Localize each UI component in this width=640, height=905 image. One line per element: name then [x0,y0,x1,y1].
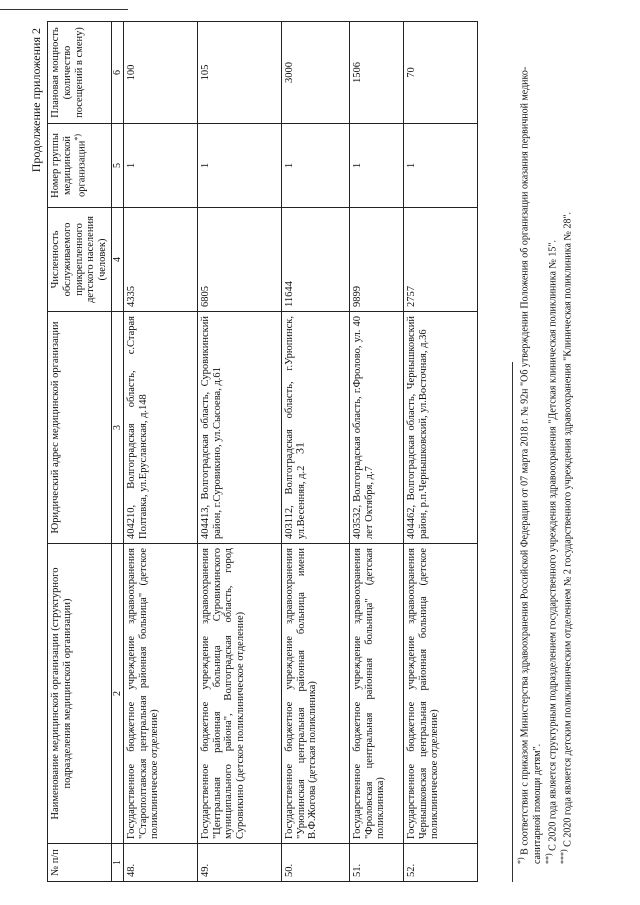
header-number: № п/п [48,844,112,882]
group-number: 1 [197,124,281,208]
capacity: 105 [197,22,281,124]
table-row [281,22,349,882]
table-row [349,22,403,882]
capacity: 3000 [281,22,349,124]
group-number: 1 [123,124,197,208]
population: 9899 [349,208,403,312]
row-number: 50. [281,844,349,882]
col-num: 5 [111,124,123,208]
col-num: 6 [111,22,123,124]
col-num: 4 [111,208,123,312]
header-address: Юридический адрес медицинской организации [48,312,112,544]
capacity: 1506 [349,22,403,124]
capacity: 70 [403,22,477,124]
org-address: 403532, Волгоградская область, г.Фролово, ул. 40 лет Октября, д.7 [349,312,403,544]
capacity: 100 [123,22,197,124]
table-row [403,22,477,882]
header-name: Наименование медицинской организации (структурного подразделения медицинской организации) [48,544,112,844]
row-number: 48. [123,844,197,882]
header-capacity: Плановая мощность (количество посещений в смену) [48,22,112,124]
org-name: Государственное бюджетное учреждение здравоохранения "Фроловская центральная районная больница" (детская поликлиника) [349,544,403,844]
org-name: Государственное бюджетное учреждение здравоохранения Чернышковская центральная районная больница (детское поликлиническое отделение) [403,544,477,844]
group-number: 1 [349,124,403,208]
row-number: 49. [197,844,281,882]
population: 11644 [281,208,349,312]
population: 6805 [197,208,281,312]
organizations-table [47,21,478,882]
header-group: Номер группы медицинской организации*) [48,124,112,208]
header-population: Численность обслуживаемого прикрепленного детского населения (человек) [48,208,112,312]
top-divider [0,9,128,10]
org-name: Государственное бюджетное учреждение здравоохранения "Старополтавская центральная районная больница" (детское поликлиническое отделение) [123,544,197,844]
footnote-divider [512,362,513,882]
col-num: 3 [111,312,123,544]
table-row [197,22,281,882]
footnote-3: ***) С 2020 года является детским поликлиническим отделением № 2 государственного учреждения здравоохранения "Клиническая поликлиника № 28". [559,211,574,864]
org-address: 404210, Волгоградская область, с.Старая Полтавка, ул.Ерусланская, д.148 [123,312,197,544]
row-number: 51. [349,844,403,882]
col-num: 2 [111,544,123,844]
page-number: 31 [292,442,307,454]
header-group-mark: *) [72,133,82,141]
footnote-2: **) С 2020 года является структурным подразделением государственного учреждения здравоохранения "Детская клиническая поликлиника № 15". [543,239,559,864]
footnote-1: *) В соответствии с приказом Министерства здравоохранения Российской Федерации от 07 марта 2018 г. № 92н "Об утверждении Положения об организации оказания первичной медико-санитарной помощи детям". [516,66,543,864]
org-name: Государственное бюджетное учреждение здравоохранения "Центральная районная больница Суровикинского муниципального района", Волгоградская область, город Суровикино (детское поликлиническое отделение) [197,544,281,844]
org-name: Государственное бюджетное учреждение здравоохранения "Урюпинская центральная районная больница имени В.Ф.Жогова (детская поликлиника) [281,544,349,844]
continuation-label: Продолжение приложения 2 [29,28,43,173]
org-address: 404413, Волгоградская область, Суровикинский район, г.Суровикино, ул.Сысоева, д.61 [197,312,281,544]
col-num: 1 [111,844,123,882]
group-number: 1 [281,124,349,208]
population: 2757 [403,208,477,312]
row-number: 52. [403,844,477,882]
population: 4335 [123,208,197,312]
group-number: 1 [403,124,477,208]
org-address: 404462, Волгоградская область, Чернышковский район, р.п.Чернышковский, ул.Восточная, д.36 [403,312,477,544]
rotated-document [25,22,615,882]
column-number-row [111,22,123,882]
table-header-row [48,22,112,882]
org-address: 403112, Волгоградская область, г.Урюпинск, ул.Весенняя, д.2 [281,312,349,544]
table-row [123,22,197,882]
footnotes [516,22,575,882]
